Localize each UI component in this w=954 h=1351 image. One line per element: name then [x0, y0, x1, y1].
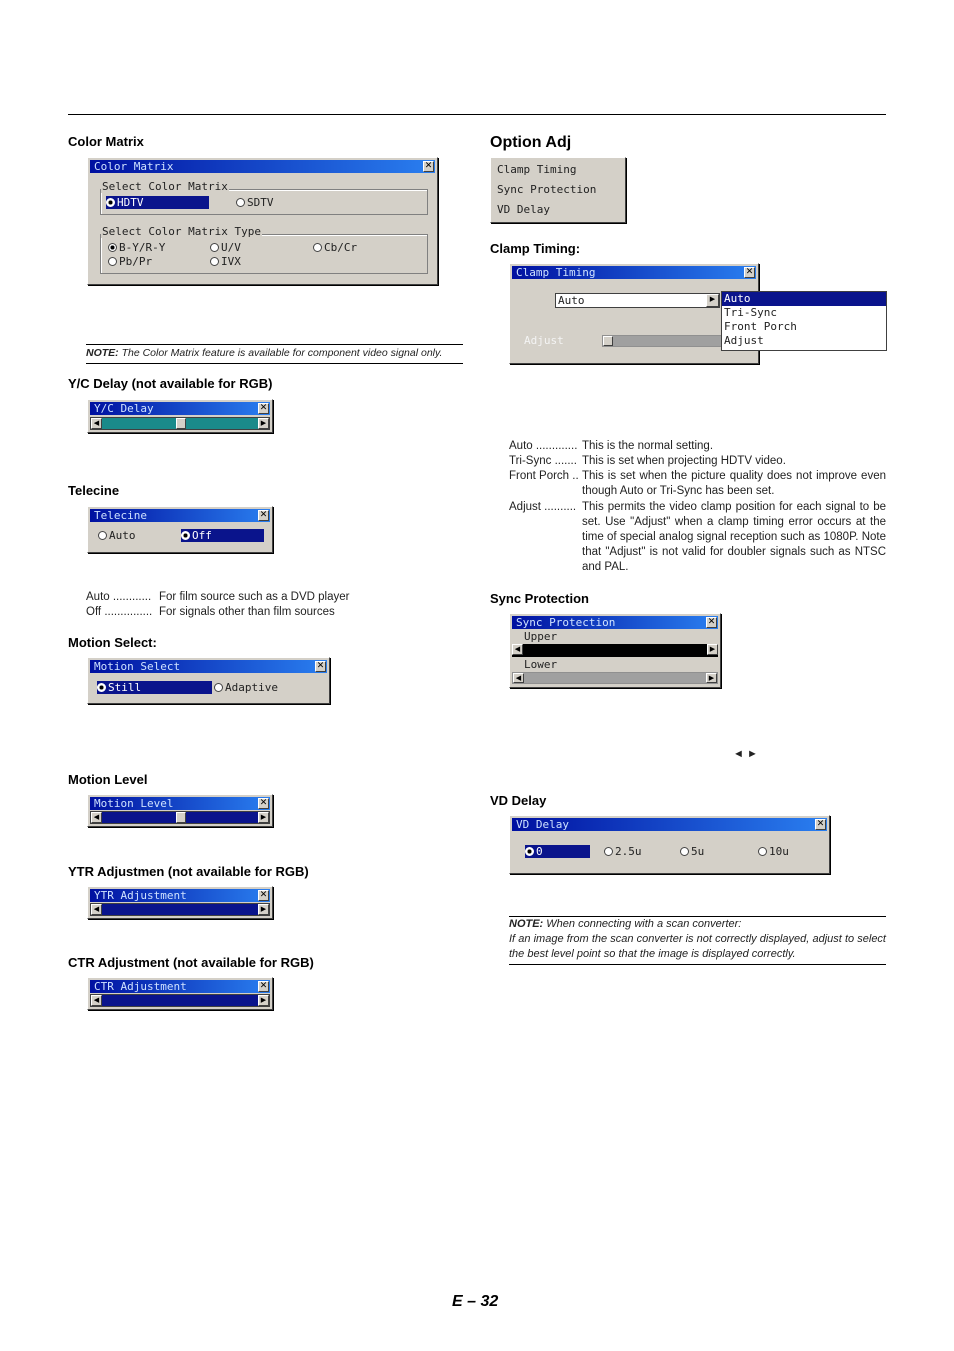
- menu-item-sync-protection[interactable]: Sync Protection: [497, 183, 597, 196]
- note-rule-top: [86, 344, 463, 345]
- heading-clamp-timing: Clamp Timing:: [490, 241, 581, 256]
- arrow-left-icon[interactable]: ◀: [513, 673, 524, 683]
- page-number: E – 32: [452, 1293, 499, 1310]
- clamp-term-auto: Auto .............: [509, 440, 578, 452]
- telecine-term-auto: Auto ............: [86, 591, 152, 603]
- sync-protection-window: [509, 613, 721, 688]
- note2-rule-bottom: [509, 964, 886, 965]
- arrow-left-icon[interactable]: ◀: [512, 644, 523, 655]
- radio-off[interactable]: Off: [181, 529, 264, 542]
- heading-telecine: Telecine: [68, 483, 120, 498]
- list-item-tri-sync[interactable]: Tri-Sync: [724, 306, 777, 319]
- note-text: The Color Matrix feature is available for component video signal only.: [118, 347, 443, 359]
- arrow-left-icon[interactable]: ◀: [91, 995, 102, 1006]
- group-label: Select Color Matrix: [102, 180, 228, 193]
- motion-select-titlebar: Motion Select: [90, 660, 327, 673]
- telecine-term-off: Off ...............: [86, 606, 153, 618]
- arrow-right-icon[interactable]: ▶: [258, 418, 269, 429]
- arrow-right-icon[interactable]: ▶: [258, 995, 269, 1006]
- ytr-slider[interactable]: [90, 903, 270, 916]
- vd-delay-titlebar: VD Delay: [512, 818, 827, 831]
- heading-ytr: YTR Adjustmen (not available for RGB): [68, 864, 309, 879]
- radio-0[interactable]: 0: [525, 845, 590, 858]
- heading-vd-delay: VD Delay: [490, 793, 547, 808]
- clamp-timing-combo[interactable]: Auto: [555, 293, 720, 308]
- heading-motion-level: Motion Level: [68, 772, 148, 787]
- slider-thumb[interactable]: [176, 418, 186, 429]
- heading-sync-protection: Sync Protection: [490, 591, 589, 606]
- heading-yc-delay: Y/C Delay (not available for RGB): [68, 376, 273, 391]
- upper-slider[interactable]: [512, 644, 718, 657]
- heading-color-matrix: Color Matrix: [68, 134, 144, 149]
- close-icon[interactable]: ✕: [816, 819, 825, 829]
- radio-pb-pr[interactable]: Pb/Pr: [108, 255, 152, 268]
- adjust-label: Adjust: [524, 334, 564, 347]
- note-label: NOTE:: [86, 347, 119, 359]
- motion-level-window: [87, 794, 273, 827]
- arrow-left-icon[interactable]: ◀: [91, 904, 102, 915]
- vd-delay-window: [509, 815, 830, 874]
- clamp-desc-adjust: This permits the video clamp position for each signal to be set. Use "Adjust" when a clamp timing error occurs at the time of special analog signal reception such as 1080P. Note that "Adjust" is not valid for doubler signals such as NTSC and PAL.: [582, 501, 886, 573]
- close-icon[interactable]: ✕: [424, 161, 433, 171]
- radio-adaptive[interactable]: Adaptive: [214, 681, 278, 694]
- clamp-desc-tri-sync: This is set when projecting HDTV video.: [582, 455, 786, 467]
- telecine-desc-off: For signals other than film sources: [159, 606, 335, 618]
- telecine-window: [87, 506, 273, 553]
- radio-still[interactable]: Still: [97, 681, 212, 694]
- list-item-adjust[interactable]: Adjust: [724, 334, 764, 347]
- ctr-titlebar: CTR Adjustment: [90, 980, 270, 993]
- yc-delay-window: [87, 399, 273, 433]
- arrow-right-icon[interactable]: ▶: [706, 673, 717, 683]
- note-text: When connecting with a scan converter:: [543, 918, 742, 930]
- telecine-titlebar: Telecine: [90, 509, 270, 522]
- yc-delay-slider[interactable]: [90, 417, 270, 430]
- close-icon[interactable]: ✕: [316, 661, 325, 671]
- telecine-desc-auto: For film source such as a DVD player: [159, 591, 350, 603]
- sync-protection-titlebar: Sync Protection: [512, 616, 718, 629]
- upper-label: Upper: [524, 630, 558, 643]
- radio-hdtv[interactable]: HDTV: [106, 196, 209, 209]
- select-color-matrix-type-group: [100, 234, 428, 274]
- note-label: NOTE:: [509, 918, 544, 930]
- clamp-term-tri-sync: Tri-Sync .......: [509, 455, 577, 467]
- clamp-term-adjust: Adjust ..........: [509, 501, 577, 513]
- menu-item-vd-delay[interactable]: VD Delay: [497, 203, 550, 216]
- note-rule-bottom: [86, 363, 463, 364]
- close-icon[interactable]: ✕: [745, 267, 754, 277]
- radio-uv[interactable]: U/V: [210, 241, 241, 254]
- arrow-left-icon[interactable]: ◀: [91, 812, 102, 823]
- motion-level-slider[interactable]: [90, 811, 270, 824]
- arrow-right-icon[interactable]: ▶: [258, 904, 269, 915]
- ctr-slider[interactable]: [90, 994, 270, 1007]
- lower-label: Lower: [524, 658, 558, 671]
- menu-item-clamp-timing[interactable]: Clamp Timing: [497, 163, 577, 176]
- motion-select-window: [87, 657, 330, 704]
- ytr-titlebar: YTR Adjustment: [90, 889, 270, 902]
- motion-level-titlebar: Motion Level: [90, 797, 270, 810]
- heading-ctr: CTR Adjustment (not available for RGB): [68, 955, 314, 970]
- ytr-window: [87, 886, 273, 919]
- radio-by-ry[interactable]: B-Y/R-Y: [108, 241, 165, 254]
- arrow-right-icon[interactable]: ▶: [707, 644, 718, 655]
- note-color-matrix: [86, 346, 463, 361]
- heading-option-adj: Option Adj: [490, 134, 572, 151]
- radio-auto[interactable]: Auto: [98, 529, 136, 542]
- yc-delay-titlebar: Y/C Delay: [90, 402, 270, 415]
- group-label: Select Color Matrix Type: [102, 225, 261, 238]
- clamp-timing-titlebar: Clamp Timing: [512, 266, 756, 279]
- lower-slider[interactable]: [512, 672, 718, 684]
- close-icon[interactable]: ✕: [259, 798, 268, 808]
- list-item-auto[interactable]: Auto: [722, 292, 886, 306]
- radio-5u[interactable]: 5u: [680, 845, 704, 858]
- arrow-left-icon[interactable]: ◀: [91, 418, 102, 429]
- top-rule: [68, 114, 886, 115]
- color-matrix-window: [87, 157, 438, 285]
- note-scan-converter-line1: [509, 917, 886, 932]
- note-scan-converter-line2: If an image from the scan converter is not correctly displayed, adjust to select the best level point so that the image is displayed correctly.: [509, 933, 886, 960]
- clamp-desc-front-porch: This is set when the picture quality does not improve even though Auto or Tri-Sync has been set.: [582, 470, 886, 497]
- clamp-desc-auto: This is the normal setting.: [582, 440, 714, 452]
- radio-cb-cr[interactable]: Cb/Cr: [313, 241, 357, 254]
- color-matrix-titlebar: Color Matrix: [90, 160, 435, 173]
- ctr-window: [87, 977, 273, 1010]
- radio-ivx[interactable]: IVX: [210, 255, 241, 268]
- radio-10u[interactable]: 10u: [758, 845, 789, 858]
- radio-2-5u[interactable]: 2.5u: [604, 845, 642, 858]
- clamp-timing-dropdown-list: [721, 291, 887, 351]
- close-icon[interactable]: ✕: [259, 403, 268, 413]
- close-icon[interactable]: ✕: [259, 981, 268, 991]
- radio-sdtv[interactable]: SDTV: [236, 196, 274, 209]
- list-item-front-porch[interactable]: Front Porch: [724, 320, 797, 333]
- heading-motion-select: Motion Select:: [68, 635, 157, 650]
- close-icon[interactable]: ✕: [707, 617, 716, 627]
- slider-thumb[interactable]: [176, 812, 186, 823]
- dropdown-arrow-icon[interactable]: ▶: [706, 294, 719, 307]
- clamp-term-front-porch: Front Porch ..: [509, 470, 579, 482]
- option-adj-menu: [490, 157, 626, 223]
- arrow-keys-glyphs: ◄ ►: [733, 748, 758, 760]
- arrow-right-icon[interactable]: ▶: [258, 812, 269, 823]
- close-icon[interactable]: ✕: [259, 510, 268, 520]
- slider-thumb[interactable]: [603, 336, 613, 346]
- close-icon[interactable]: ✕: [259, 890, 268, 900]
